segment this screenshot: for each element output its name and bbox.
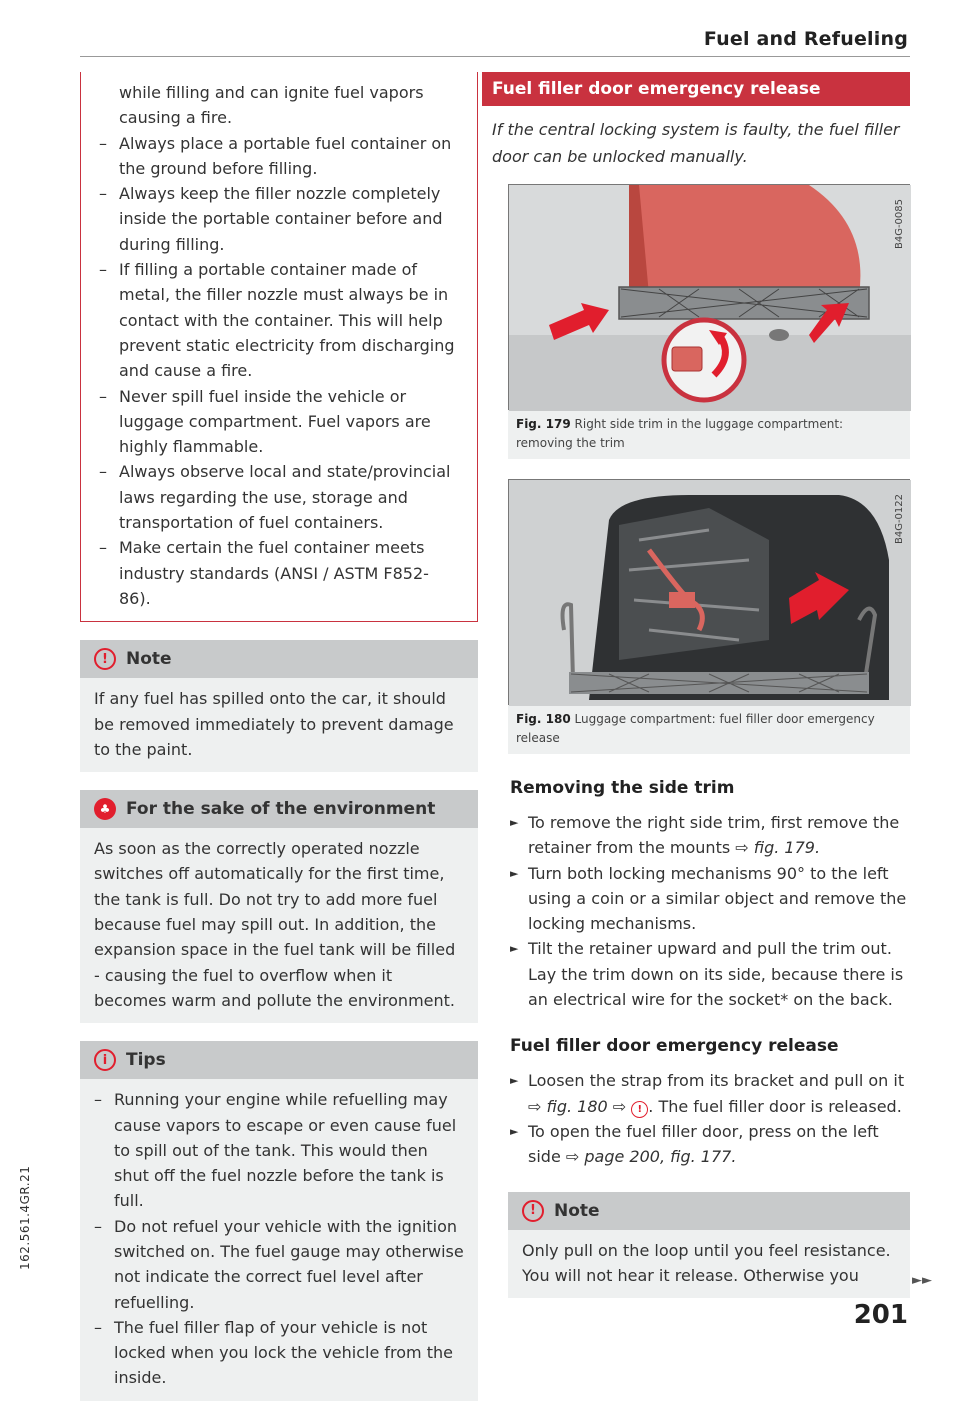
figure-179-image xyxy=(508,184,910,410)
figure-label: Fig. 180 xyxy=(516,712,571,726)
page-number: 201 xyxy=(853,1300,908,1330)
figure-180 xyxy=(508,479,910,754)
step-item: ► Tilt the retainer upward and pull the trim out. Lay the trim down on its side, because there is an electrical wire for the socket* on the back. xyxy=(510,936,910,1012)
figure-caption-text: Right side trim in the luggage compartment: removing the trim xyxy=(516,417,844,450)
warning-item: – Always observe local and state/provincial laws regarding the use, storage and transportation of fuel containers. xyxy=(99,459,459,535)
step-item: ► Turn both locking mechanisms 90° to the left using a coin or a similar object and remove the locking mechanisms. xyxy=(510,861,910,937)
tips-item: – Do not refuel your vehicle with the ignition switched on. The fuel gauge may otherwise not indicate the correct fuel level after refuelling. xyxy=(94,1214,464,1315)
fuel-release-illustration xyxy=(509,480,911,706)
step-text: Loosen the strap from its bracket and pull on it xyxy=(528,1071,905,1091)
warning-item: – Never spill fuel inside the vehicle or luggage compartment. Fuel vapors are highly flammable. xyxy=(99,384,459,460)
warning-item: – Make certain the fuel container meets industry standards (ANSI / ASTM F852-86). xyxy=(99,535,459,611)
running-header: Fuel and Refueling xyxy=(703,28,908,50)
note-title: Note xyxy=(126,649,172,670)
environment-box xyxy=(80,790,478,1023)
tips-title: Tips xyxy=(126,1050,166,1071)
figure-code: B4G-0085 xyxy=(894,199,905,250)
note-header xyxy=(80,640,478,678)
note-text: Only pull on the loop until you feel resistance. You will not hear it release. Otherwise you xyxy=(522,1240,891,1285)
header-rule xyxy=(80,56,910,57)
tips-header xyxy=(80,1041,478,1079)
figure-reference-link[interactable]: ⇨ fig. 180 ⇨ xyxy=(528,1096,627,1116)
warning-item: – Always place a portable fuel container on the ground before filling. xyxy=(99,131,459,182)
step-text: To open the fuel filler door, press on the left side xyxy=(528,1121,879,1167)
figure-caption xyxy=(508,410,910,459)
continue-arrow-icon: ►► xyxy=(912,1273,932,1289)
figure-label: Fig. 179 xyxy=(516,417,571,431)
figure-caption-text: Luggage compartment: fuel filler door emergency release xyxy=(516,712,875,745)
section-intro: If the central locking system is faulty, the fuel filler door can be unlocked manually. xyxy=(492,120,900,166)
environment-text: As soon as the correctly operated nozzle switches off automatically for the first time, the tank is full. Do not try to add more fuel because fuel may spill out. In addition, the expansion space in the fuel tank will be filled - causing the fuel to overflow when it becomes warm and pollute the environment. xyxy=(94,839,456,1010)
right-column xyxy=(482,72,932,1298)
tips-box xyxy=(80,1041,478,1401)
step-item xyxy=(510,1068,910,1119)
side-code: 162.561.4GR.21 xyxy=(18,1165,32,1270)
warning-box xyxy=(80,72,478,622)
tips-body xyxy=(80,1079,478,1401)
subheading-removing-trim: Removing the side trim xyxy=(510,778,735,798)
step-text-tail: . The fuel filler door is released. xyxy=(648,1096,902,1116)
warning-continued-line: while filling and can ignite fuel vapors xyxy=(119,83,424,102)
step-item xyxy=(510,810,910,861)
figure-caption xyxy=(508,705,910,754)
exclamation-circle-icon: ! xyxy=(631,1101,648,1118)
figure-180-image xyxy=(508,479,910,705)
left-column xyxy=(80,72,478,1401)
environment-title: For the sake of the environment xyxy=(126,799,436,820)
tips-item: – The fuel filler flap of your vehicle is not locked when you lock the vehicle from the inside. xyxy=(94,1315,464,1391)
exclamation-circle-icon: ! xyxy=(94,648,116,670)
tips-item: – Running your engine while refuelling may cause vapors to escape or even cause fuel to spill out of the tank. This would then shut off the fuel nozzle before the tank is full. xyxy=(94,1087,464,1213)
luggage-trim-illustration xyxy=(509,185,911,411)
warning-item: – Always keep the filler nozzle completely inside the portable container before and during filling. xyxy=(99,181,459,257)
note-title: Note xyxy=(554,1200,600,1221)
environment-header xyxy=(80,790,478,828)
section-title: Fuel filler door emergency release xyxy=(482,72,910,106)
figure-reference-link[interactable]: ⇨ fig. 179. xyxy=(735,838,821,858)
page-reference-link[interactable]: ⇨ page 200, fig. 177. xyxy=(565,1147,737,1167)
figure-179 xyxy=(508,184,910,459)
warning-continued-line: causing a fire. xyxy=(119,108,233,128)
environment-leaf-icon: ♣ xyxy=(94,798,116,820)
note-text: If any fuel has spilled onto the car, it should be removed immediately to prevent damage to the paint. xyxy=(94,689,454,759)
note-box-right xyxy=(508,1192,932,1299)
exclamation-circle-icon: ! xyxy=(522,1200,544,1222)
warning-item: – If filling a portable container made of metal, the filler nozzle must always be in contact with the container. This will help prevent static electricity from discharging and cause a fire. xyxy=(99,257,459,383)
step-item xyxy=(510,1119,910,1170)
figure-code: B4G-0122 xyxy=(894,494,905,545)
note-box xyxy=(80,640,478,772)
subheading-emergency-release: Fuel filler door emergency release xyxy=(510,1036,839,1057)
note-header xyxy=(508,1192,910,1230)
info-circle-icon: i xyxy=(94,1049,116,1071)
step-text: To remove the right side trim, first remove the retainer from the mounts xyxy=(528,813,900,858)
